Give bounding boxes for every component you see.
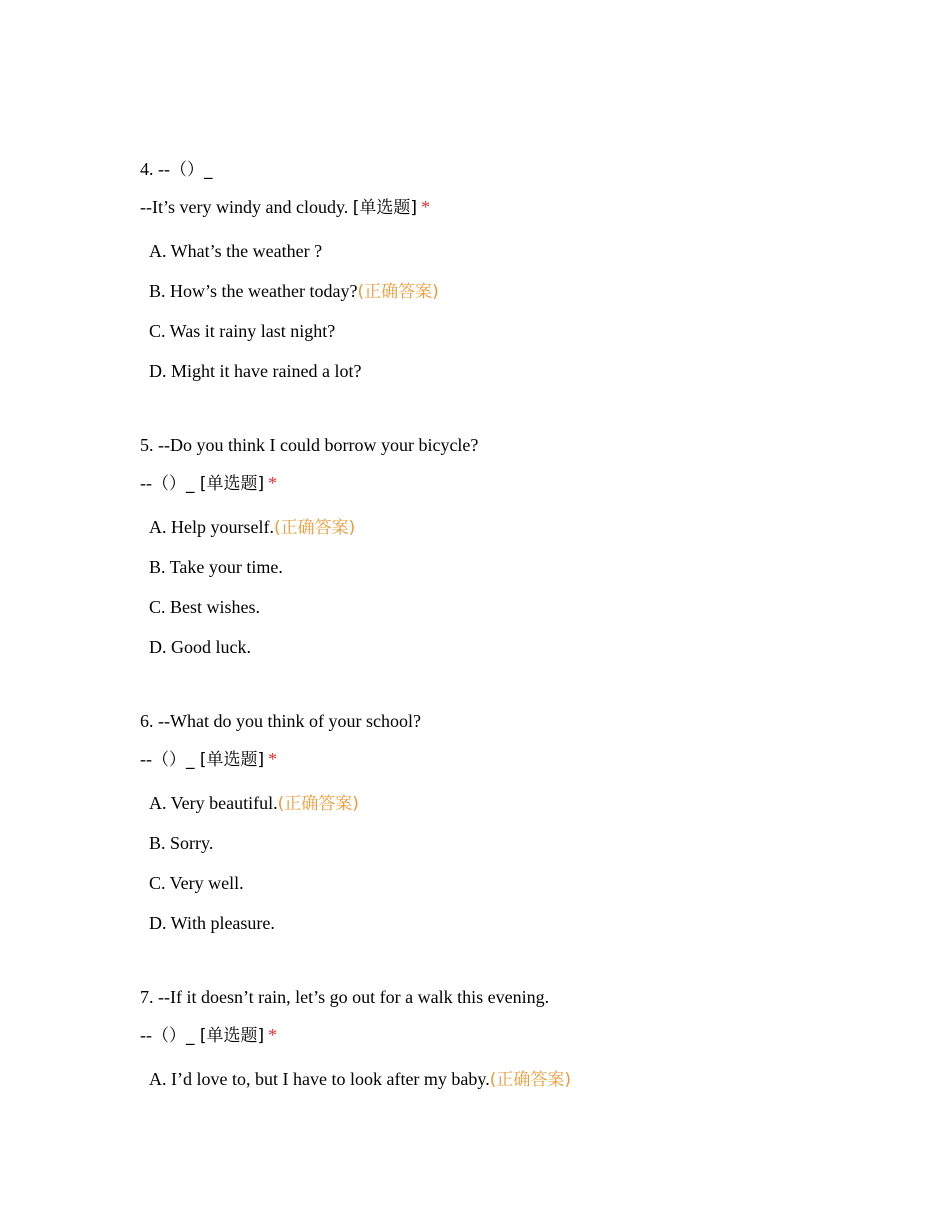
- option-text: C. Very well.: [149, 873, 244, 893]
- required-mark: *: [268, 473, 278, 493]
- question-type-tag: [单选题]: [199, 750, 265, 770]
- option-text: D. Good luck.: [149, 637, 251, 657]
- option-c[interactable]: [149, 596, 840, 636]
- options-list: [140, 240, 840, 400]
- correct-answer-label: (正确答案): [273, 518, 356, 538]
- blank-text: （）_: [170, 160, 213, 180]
- question-type-tag: [单选题]: [199, 474, 265, 494]
- option-text: A. Help yourself.: [149, 517, 274, 537]
- option-text: D. Might it have rained a lot?: [149, 361, 362, 381]
- question-5: [140, 434, 840, 676]
- question-text: 6. --What do you think of your school?: [140, 711, 421, 731]
- option-b[interactable]: [149, 832, 840, 872]
- required-mark: *: [268, 1025, 278, 1045]
- option-text: A. What’s the weather ?: [149, 241, 323, 261]
- question-4: [140, 158, 840, 400]
- option-b[interactable]: [149, 556, 840, 596]
- question-prompt: [140, 434, 840, 472]
- correct-answer-label: (正确答案): [277, 794, 359, 814]
- option-text: B. Sorry.: [149, 833, 214, 853]
- blank-text: （）_: [152, 474, 200, 494]
- option-text: C. Was it rainy last night?: [149, 321, 336, 341]
- required-mark: *: [268, 749, 278, 769]
- options-list: [140, 516, 840, 676]
- response-dash: --: [140, 473, 152, 493]
- response-dash: --: [140, 749, 152, 769]
- correct-answer-label: (正确答案): [357, 282, 439, 302]
- options-list: [140, 792, 840, 952]
- response-text: --It’s very windy and cloudy.: [140, 197, 353, 217]
- question-text: 5. --Do you think I could borrow your bicycle?: [140, 435, 479, 455]
- option-d[interactable]: [149, 636, 840, 676]
- option-d[interactable]: [149, 360, 840, 400]
- option-a[interactable]: [149, 240, 840, 280]
- question-type-tag: [单选题]: [352, 198, 418, 218]
- option-b[interactable]: [149, 280, 840, 320]
- option-text: B. Take your time.: [149, 557, 283, 577]
- option-a[interactable]: [149, 516, 840, 556]
- option-d[interactable]: [149, 912, 840, 952]
- question-response: [140, 1024, 840, 1060]
- option-text: B. How’s the weather today?: [149, 281, 358, 301]
- question-response: [140, 748, 840, 784]
- question-prompt: [140, 158, 840, 196]
- response-dash: --: [140, 1025, 152, 1045]
- question-prompt: [140, 710, 840, 748]
- question-prompt: [140, 986, 840, 1024]
- option-c[interactable]: [149, 320, 840, 360]
- blank-text: （）_: [152, 1026, 200, 1046]
- question-number-text: 4. --: [140, 159, 170, 179]
- question-type-tag: [单选题]: [199, 1026, 265, 1046]
- option-a[interactable]: [149, 1068, 840, 1108]
- question-6: [140, 710, 840, 952]
- option-c[interactable]: [149, 872, 840, 912]
- correct-answer-label: (正确答案): [489, 1070, 572, 1090]
- option-a[interactable]: [149, 792, 840, 832]
- required-mark: *: [421, 197, 431, 217]
- option-text: D. With pleasure.: [149, 913, 275, 933]
- blank-text: （）_: [152, 750, 200, 770]
- question-7: [140, 986, 840, 1108]
- question-response: [140, 472, 840, 508]
- option-text: A. I’d love to, but I have to look after my baby.: [149, 1069, 490, 1089]
- options-list: [140, 1068, 840, 1108]
- option-text: C. Best wishes.: [149, 597, 261, 617]
- option-text: A. Very beautiful.: [149, 793, 278, 813]
- question-text: 7. --If it doesn’t rain, let’s go out for a walk this evening.: [140, 987, 550, 1007]
- question-response: [140, 196, 840, 232]
